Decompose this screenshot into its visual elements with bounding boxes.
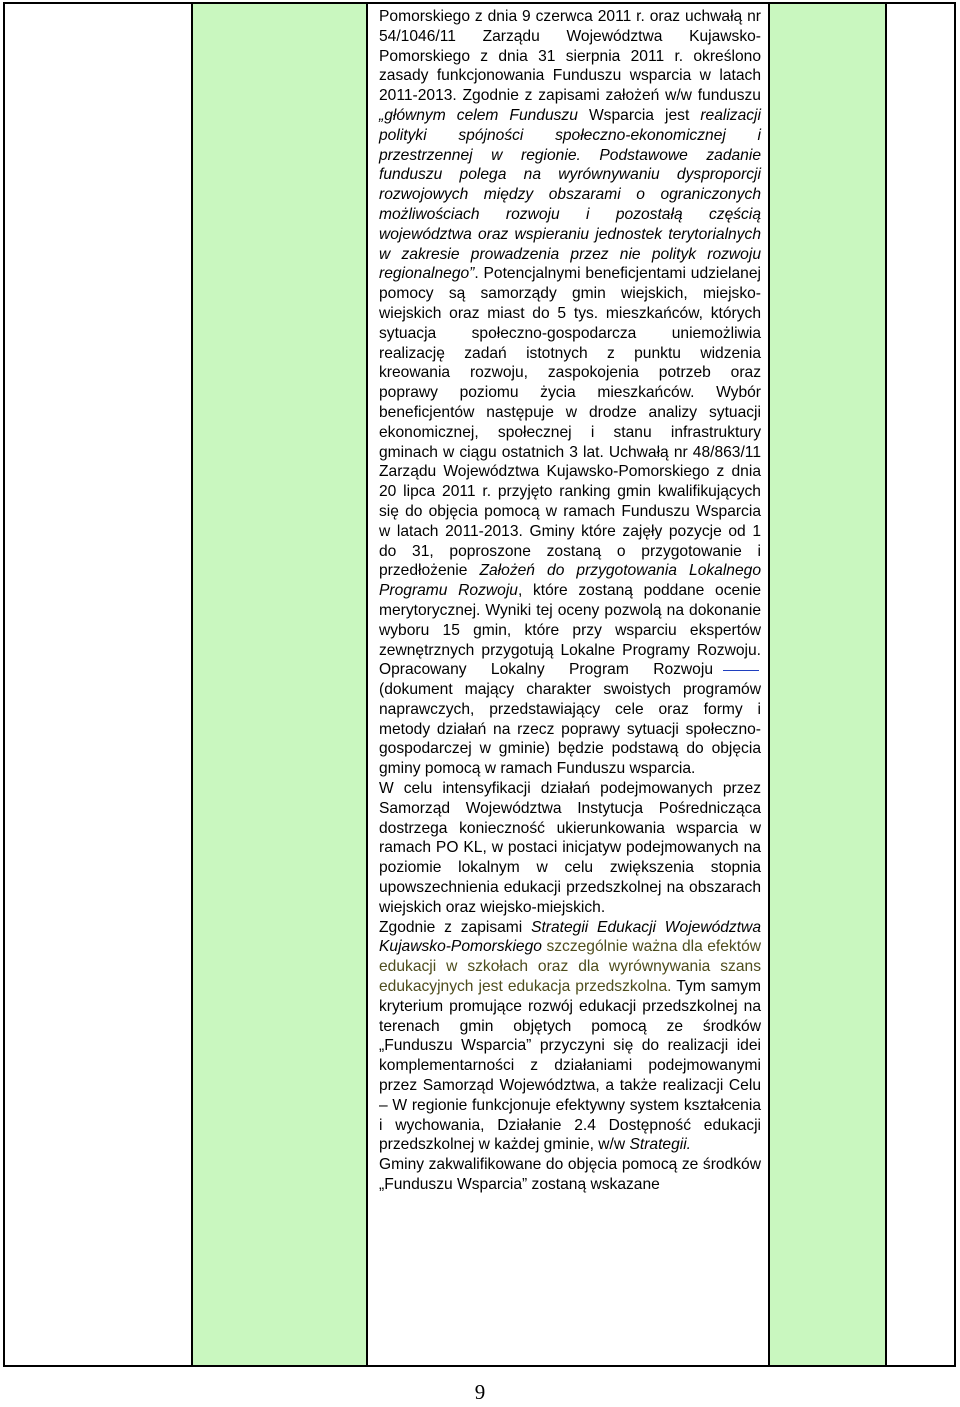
table-column-3-text: [368, 4, 770, 1365]
text-run: Wsparcia jest: [588, 106, 701, 124]
paragraph-1: [379, 7, 761, 779]
paragraph-4: Gminy zakwalifikowane do objęcia pomocą ze środków „Funduszu Wsparcia” zostaną wskazane: [379, 1156, 761, 1194]
table-column-4-green: [770, 4, 887, 1365]
text-run: Strategii Edukacji Województwa Kujawsko-Pomorskiego: [379, 918, 761, 956]
text-run: Pomorskiego z dnia 9 czerwca 2011 r. oraz uchwałą nr 54/1046/11 Zarządu Województwa Kujawsko-Pomorskiego z dnia 31 sierpnia 2011 r. określono zasady funkcjonowania Funduszu wsparcia w latach 2011-2013. Zgodnie z zapisami założeń w/w funduszu: [379, 8, 761, 105]
text-cell: [379, 7, 761, 1195]
text-run: (dokument mający charakter swoistych programów naprawczych, przedstawiający cele oraz formy i metody działań na rzecz poprawy sytuacji społeczno-gospodarczej w gminie) będzie podstawą do objęcia gminy pomocą w ramach Funduszu wsparcia.: [379, 681, 761, 778]
text-run: Zgodnie z zapisami: [379, 918, 532, 936]
text-run: Strategii.: [629, 1136, 692, 1154]
table-column-5: [887, 4, 954, 1365]
dash-line: [723, 670, 759, 671]
text-run: szczególnie ważna dla efektów edukacji w szkołach oraz dla wyrównywania szans edukacyjnych jest edukacja przedszkolna.: [379, 938, 761, 996]
document-table: [3, 2, 956, 1367]
page-number: 9: [474, 1380, 486, 1404]
text-run: realizacji polityki spójności społeczno-ekonomicznej i przestrzennej w regionie. Podstawowe zadanie funduszu polega na wyrównywaniu dysproporcji rozwojowych między obszarami o ograniczonych możliwościach rozwoju i pozostałą częścią województwa oraz wspieraniu jednostek terytorialnych w zakresie prowadzenia przez nie polityk rozwoju regionalnego”: [379, 106, 761, 283]
paragraph-2: W celu intensyfikacji działań podejmowanych przez Samorząd Województwa Instytucja Pośrednicząca dostrzega konieczność ukierunkowania wsparcia w ramach PO KL, w postaci inicjatyw podejmowanych na poziomie lokalnym w celu zwiększenia stopnia upowszechnienia edukacji przedszkolnej na obszarach wiejskich oraz wiejsko-miejskich.: [379, 780, 761, 916]
text-run: Tym samym kryterium promujące rozwój edukacji przedszkolnej na terenach gmin objętych pomocą ze środków „Funduszu Wsparcia” przyczyni się do realizacji idei komplementarności z działaniami podejmowanymi przez Samorząd Województwa, a także realizacji Celu – W regionie funkcjonuje efektywny system kształcenia i wychowania, Działanie 2.4 Dostępność edukacji przedszkolnej w każdej gminie, w/w: [379, 978, 761, 1154]
table-column-1: [5, 4, 193, 1365]
text-run: „głównym celem Funduszu: [379, 106, 589, 124]
text-run: Założeń do przygotowania Lokalnego Programu Rozwoju: [379, 562, 761, 600]
text-run: . Potencjalnymi beneficjentami udzielanej pomocy są samorządy gmin wiejskich, miejsko-wiejskich oraz miast do 5 tys. mieszkańców, których sytuacja społeczno-gospodarcza uniemożliwia realizację zadań istotnych z punktu widzenia kreowania rozwoju, zaspokojenia potrzeb oraz poprawy poziomu życia mieszkańców. Wybór beneficjentów następuje w drodze analizy sytuacji ekonomicznej, społecznej i stanu infrastruktury gminach w ciągu ostatnich 3 lat. Uchwałą nr 48/863/11 Zarządu Województwa Kujawsko-Pomorskiego z dnia 20 lipca 2011 r. przyjęto ranking gmin kwalifikujących się do objęcia pomocą w ramach Funduszu Wsparcia w latach 2011-2013. Gminy które zajęły pozycje od 1 do 31, poproszone zostaną o przygotowanie i przedłożenie: [379, 265, 761, 580]
text-run: , które zostaną poddane ocenie merytorycznej. Wyniki tej oceny pozwolą na dokonanie wyboru 15 gmin, które przy wsparciu ekspertów zewnętrznych przygotują Lokalne Programy Rozwoju. Opracowany Lokalny Program Rozwoju: [379, 582, 761, 679]
paragraph-3: [379, 918, 761, 1156]
table-column-2-green: [193, 4, 368, 1365]
